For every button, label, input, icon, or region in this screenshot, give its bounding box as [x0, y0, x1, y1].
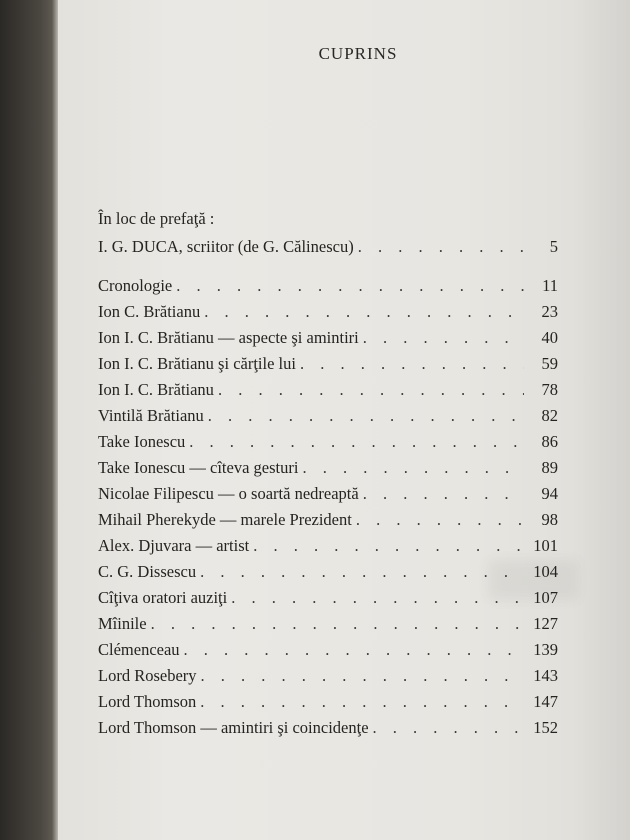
toc-entry-title: Vintilă Brătianu [98, 406, 204, 425]
dot-leader [231, 585, 524, 611]
dot-leader [200, 689, 524, 715]
toc-entry [98, 481, 558, 507]
dot-leader [363, 325, 524, 351]
dot-leader [363, 481, 524, 507]
dot-leader [189, 429, 524, 455]
toc-entry [98, 611, 558, 637]
toc-entry-page-number: 152 [533, 718, 558, 737]
toc-entry [98, 689, 558, 715]
toc-entry-title: Ion I. C. Brătianu [98, 380, 214, 399]
toc-entry-page-number: 104 [533, 562, 558, 581]
toc-entry-title: C. G. Dissescu [98, 562, 197, 581]
toc-entry-title: Mihail Pherekyde — marele Prezident [98, 510, 352, 529]
toc-entry [98, 403, 558, 429]
table-of-contents [98, 205, 558, 741]
toc-entry-page-number: 5 [549, 237, 558, 256]
toc-entry-title: Ion I. C. Brătianu şi cărţile lui [98, 354, 296, 373]
toc-entry-title: Alex. Djuvara — artist [98, 536, 250, 555]
dot-leader [200, 559, 524, 585]
toc-entry-page-number: 89 [541, 458, 558, 477]
toc-entry-title: Mîinile [98, 614, 147, 633]
toc-entry [98, 585, 558, 611]
dot-leader [300, 351, 524, 377]
toc-entry-page-number: 147 [533, 692, 558, 711]
toc-entry [98, 351, 558, 377]
toc-entry-title: Take Ionescu [98, 432, 186, 451]
dot-leader [201, 663, 524, 689]
toc-entry-title: Clémenceau [98, 640, 180, 659]
dot-leader [253, 533, 524, 559]
dot-leader [302, 455, 524, 481]
toc-entry-page-number: 23 [541, 302, 558, 321]
toc-entry [98, 715, 558, 741]
toc-entry-page-number: 101 [533, 536, 558, 555]
toc-entry-title: Lord Thomson [98, 692, 197, 711]
dot-leader [218, 377, 524, 403]
dot-leader [151, 611, 524, 637]
toc-entry-title: Cronologie [98, 276, 173, 295]
toc-entry [98, 429, 558, 455]
toc-entry [98, 273, 558, 299]
toc-entry [98, 533, 558, 559]
toc-entry-page-number: 82 [541, 406, 558, 425]
book-page [58, 0, 630, 840]
toc-entry-page-number: 40 [541, 328, 558, 347]
toc-entry-title: I. G. DUCA, scriitor (de G. Călinescu) [98, 237, 354, 256]
toc-entry [98, 233, 558, 273]
toc-entry-page-number: 139 [533, 640, 558, 659]
toc-entry [98, 455, 558, 481]
toc-entries [98, 233, 558, 741]
toc-entry [98, 299, 558, 325]
dot-leader [356, 507, 524, 533]
toc-entry [98, 507, 558, 533]
page-shadow [570, 0, 630, 840]
toc-entry-title: Lord Thomson — amintiri şi coincidenţe [98, 718, 369, 737]
toc-entry-page-number: 127 [533, 614, 558, 633]
toc-entry [98, 637, 558, 663]
toc-entry-title: Ion I. C. Brătianu — aspecte şi amintiri [98, 328, 359, 347]
toc-entry-page-number: 107 [533, 588, 558, 607]
toc-entry [98, 377, 558, 403]
toc-entry-page-number: 86 [541, 432, 558, 451]
preface-label: În loc de prefaţă : [98, 209, 215, 228]
dot-leader [184, 637, 524, 663]
toc-entry-page-number: 11 [542, 276, 558, 295]
toc-entry-page-number: 94 [541, 484, 558, 503]
toc-entry-page-number: 78 [541, 380, 558, 399]
toc-entry-page-number: 143 [533, 666, 558, 685]
dot-leader [358, 233, 524, 261]
toc-entry [98, 663, 558, 689]
toc-entry-title: Cîţiva oratori auziţi [98, 588, 228, 607]
toc-entry-page-number: 59 [541, 354, 558, 373]
toc-entry [98, 325, 558, 351]
toc-entry-title: Nicolae Filipescu — o soartă nedreaptă [98, 484, 359, 503]
toc-entry-title: Take Ionescu — cîteva gesturi [98, 458, 299, 477]
toc-entry-title: Ion C. Brătianu [98, 302, 201, 321]
toc-entry-title: Lord Rosebery [98, 666, 197, 685]
dot-leader [208, 403, 524, 429]
page-title: CUPRINS [318, 44, 398, 63]
toc-entry-page-number: 98 [541, 510, 558, 529]
dot-leader [373, 715, 524, 741]
dot-leader [176, 273, 524, 299]
dot-leader [204, 299, 524, 325]
toc-entry [98, 559, 558, 585]
